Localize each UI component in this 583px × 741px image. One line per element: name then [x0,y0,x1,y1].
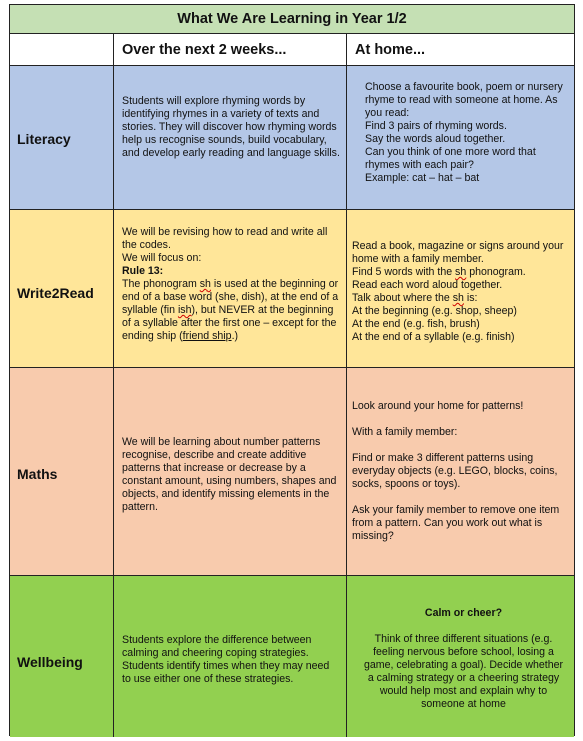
maths-home-line: With a family member: [352,426,458,438]
header-blank-cell [10,34,114,65]
write2read-school-cell [114,210,347,367]
home-text-part: Find 5 words with the [352,266,456,278]
maths-home-text [352,400,568,543]
write2read-school-text [122,226,340,343]
maths-school-cell [114,368,347,575]
w2r-home-line [352,292,568,305]
home-sh-word: sh [455,266,467,278]
wellbeing-school-cell [114,576,347,737]
literacy-home-cell [347,66,574,209]
w2r-home-line: At the end of a syllable (e.g. finish) [352,331,515,343]
w2r-home-line: Read each word aloud together. [352,279,503,291]
maths-home-line: Look around your home for patterns! [352,400,524,412]
write2read-row [10,210,574,368]
literacy-row [10,66,574,210]
literacy-label: Literacy [17,131,71,147]
learning-table [9,4,575,736]
literacy-label-cell [10,66,114,209]
write2read-home-text [352,240,568,344]
wellbeing-home-cell [347,576,574,737]
rule-friend-ship-word: friend ship [182,330,232,342]
write2read-focus: We will focus on: [122,252,202,264]
wellbeing-row [10,576,574,737]
rule-ish-word: ish [177,304,192,316]
maths-home-cell [347,368,574,575]
rule-text-part: ), but NEVER at the beginning of a syllable after the first one – except for the ending ship ( [122,304,337,342]
maths-row [10,368,574,576]
rule-text-part: is used at the beginning or end of a base word (she, dish), at the end of a syllable (fin [122,278,339,316]
write2read-home-cell [347,210,574,367]
literacy-home-line: Can you think of one more word that rhymes with each pair? [365,146,536,171]
wellbeing-home-text [361,607,566,711]
w2r-home-line: At the beginning (e.g. shop, sheep) [352,305,517,317]
rule-text-part: .) [231,330,239,342]
literacy-home-line: Find 3 pairs of rhyming words. [365,120,507,132]
maths-home-line: Ask your family member to remove one item from a pattern. Can you work out what is missing? [352,504,560,542]
home-text-part: phonogram. [466,266,526,278]
wellbeing-home-body: Think of three different situations (e.g. feeling nervous before school, losing a game, celebrating a goal). Decide whether a calming strategy or a cheering strategy would help most and explain why to someone at home [363,633,564,710]
header-school-cell [114,34,347,65]
write2read-label-cell [10,210,114,367]
w2r-home-line: Read a book, magazine or signs around your home with a family member. [352,240,564,265]
write2read-rule-heading: Rule 13: [122,265,164,277]
write2read-label: Write2Read [17,285,94,301]
literacy-school-cell [114,66,347,209]
wellbeing-label: Wellbeing [17,654,83,670]
literacy-home-line: Example: cat – hat – bat [365,172,480,184]
header-at-home: At home... [355,42,426,58]
home-sh-word: sh [452,292,464,304]
maths-label-cell [10,368,114,575]
title-row [10,5,574,34]
home-text-part: is: [463,292,478,304]
literacy-home-line: Choose a favourite book, poem or nursery rhyme to read with someone at home. As you read: [365,81,563,119]
header-row [10,34,574,66]
header-home-cell [347,34,574,65]
write2read-intro: We will be revising how to read and write all the codes. [122,226,328,251]
wellbeing-label-cell [10,576,114,737]
literacy-school-text: Students will explore rhyming words by identifying rhymes in a variety of texts and stories. They will discover how rhyming words help us recognise sounds, build vocabulary, and develop early reading and language skills. [122,95,340,159]
maths-school-text: We will be learning about number patterns recognise, describe and create additive patterns that increase or decrease by a constant amount, using numbers, shapes and objects, and identify missing elements in the pattern. [122,436,337,513]
wellbeing-home-title: Calm or cheer? [424,607,503,619]
rule-text-part: The phonogram [122,278,200,290]
table-title: What We Are Learning in Year 1/2 [177,11,407,27]
literacy-home-text [365,81,570,185]
maths-label: Maths [17,466,58,482]
home-text-part: Talk about where the [352,292,453,304]
w2r-home-line [352,266,568,279]
write2read-rule-text [122,278,340,343]
literacy-home-line: Say the words aloud together. [365,133,506,145]
maths-home-line: Find or make 3 different patterns using everyday objects (e.g. LEGO, blocks, coins, socks, spoons or toys). [352,452,558,490]
rule-sh-word: sh [199,278,211,290]
wellbeing-school-text: Students explore the difference between calming and cheering coping strategies. Students identify times when they may need to use either one of these strategies. [122,634,330,685]
header-next-two-weeks: Over the next 2 weeks... [122,42,287,58]
w2r-home-line: At the end (e.g. fish, brush) [352,318,480,330]
